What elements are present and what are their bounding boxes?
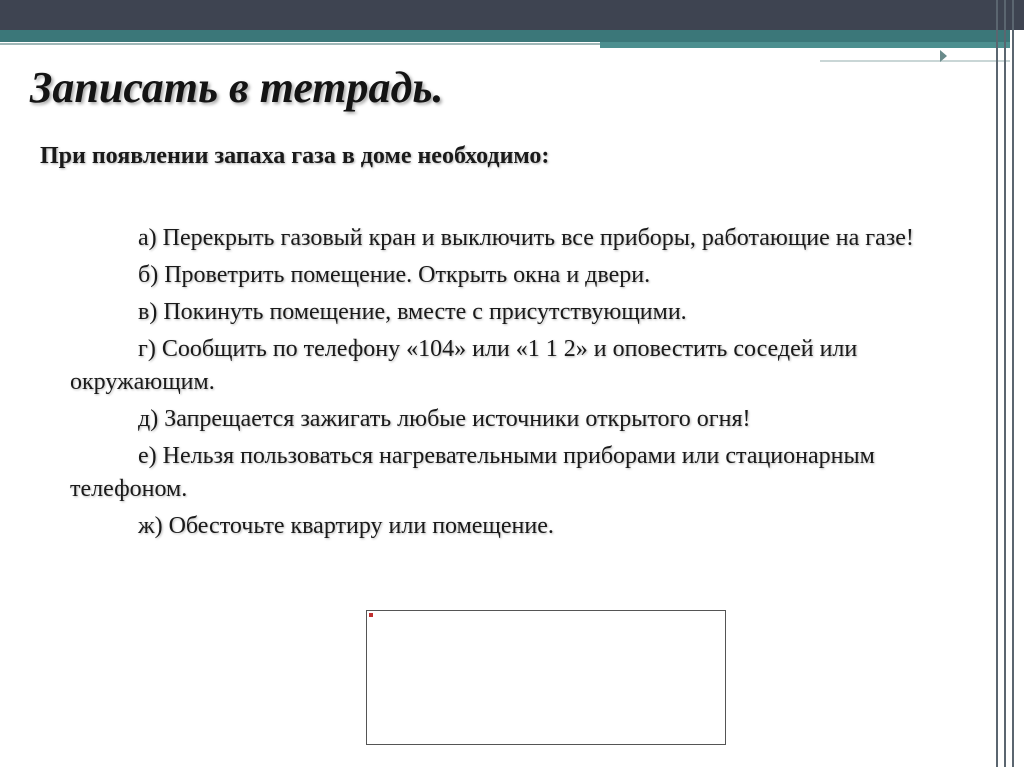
list-item: а) Перекрыть газовый кран и выключить все приборы, работающие на газе! [138, 225, 914, 251]
right-edge-rule [1012, 0, 1014, 767]
header-accent-bar [0, 30, 1010, 42]
list-item: ж) Обесточьте квартиру или помещение. [138, 513, 554, 539]
embedded-object-placeholder[interactable] [366, 610, 726, 745]
list-item: б) Проветрить помещение. Открыть окна и двери. [138, 262, 651, 288]
header-band [0, 0, 1024, 30]
header-divider-line-secondary [820, 60, 1010, 62]
list-item: д) Запрещается зажигать любые источники открытого огня! [138, 406, 751, 432]
list-item: е) Нельзя пользоваться нагревательными приборами или стационарным телефоном. [70, 443, 875, 502]
right-edge-rule [996, 0, 998, 767]
slide-subtitle: При появлении запаха газа в доме необходимо: [40, 143, 550, 169]
list-item: г) Сообщить по телефону «104» или «1 1 2» и оповестить соседей или окружающим. [70, 336, 858, 395]
right-edge-rule [1004, 0, 1006, 767]
triangle-arrow-icon [940, 50, 947, 62]
slide-title: Записать в тетрадь. [30, 63, 444, 112]
broken-image-icon [369, 613, 373, 617]
header-accent-bar-secondary [600, 42, 1010, 48]
header-divider-line [0, 43, 600, 45]
instruction-list [70, 222, 960, 547]
list-item: в) Покинуть помещение, вместе с присутствующими. [138, 299, 687, 325]
